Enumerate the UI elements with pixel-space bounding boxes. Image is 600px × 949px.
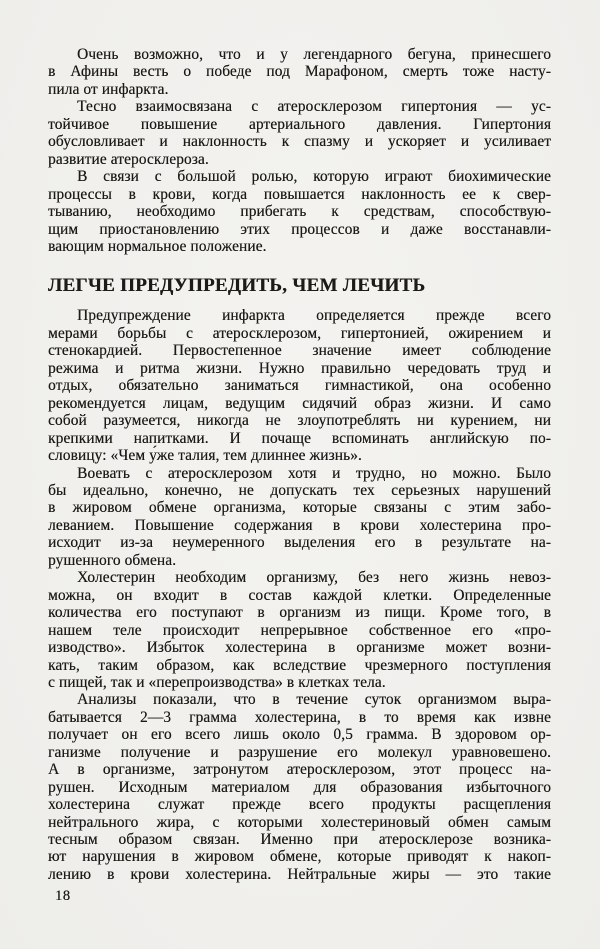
- text-line: щим приостановлению этих процессов и даже восстанавли-: [48, 220, 551, 238]
- text-block: [48, 46, 551, 905]
- text-line: исходит из-за неумеренного выделения его в результате на-: [48, 534, 551, 552]
- text-line: можна, он входит в состав каждой клетки. Определенные: [48, 586, 551, 604]
- text-line: рекомендуется лицам, ведущим сидячий образ жизни. И само: [48, 394, 551, 412]
- section-heading: ЛЕГЧЕ ПРЕДУПРЕДИТЬ, ЧЕМ ЛЕЧИТЬ: [48, 275, 426, 297]
- text-line: тесным образом связан. Именно при атеросклерозе возника-: [48, 831, 551, 849]
- text-line: изводство». Избыток холестерина в организме может возни-: [48, 639, 551, 657]
- text-line: ют нарушения в жировом обмене, которые приводят к накоп-: [48, 848, 551, 866]
- text-line: кать, таким образом, как вследствие чрезмерного поступления: [48, 656, 551, 674]
- text-line: Воевать с атеросклерозом хотя и трудно, но можно. Было: [77, 464, 551, 482]
- page-number: 18: [55, 888, 71, 905]
- text-line: Предупреждение инфаркта определяется прежде всего: [77, 307, 551, 325]
- text-line: А в организме, затронутом атеросклерозом, этот процесс на-: [48, 761, 551, 779]
- text-line: рушенного обмена.: [48, 551, 177, 569]
- text-line: батывается 2—3 грамма холестерина, в то время как извне: [48, 708, 551, 726]
- text-line: с пищей, так и «перепроизводства» в клетках тела.: [48, 673, 386, 691]
- text-line: режима и ритма жизни. Нужно правильно чередовать труд и: [48, 359, 551, 377]
- text-line: пила от инфаркта.: [48, 80, 169, 98]
- text-line: в жировом обмене организма, которые связаны с этим забо-: [48, 499, 551, 517]
- text-line: отдых, обязательно заниматься гимнастикой, она особенно: [48, 377, 551, 395]
- paragraph: [48, 569, 551, 691]
- text-line: Анализы показали, что в течение суток организмом выра-: [77, 691, 551, 709]
- text-line: крепкими напитками. И почаще вспоминать английскую по-: [48, 429, 551, 447]
- text-line: Очень возможно, что и у легендарного бегуна, принесшего: [77, 46, 551, 63]
- text-line: тыванию, необходимо прибегать к средствам, способствую-: [48, 203, 551, 221]
- text-line: вающим нормальное положение.: [48, 237, 267, 255]
- text-line: В связи с большой ролью, которую играют биохимические: [77, 168, 551, 186]
- text-line: тойчивое повышение артериального давления. Гипертония: [48, 115, 551, 133]
- text-line: бы идеально, конечно, не допускать тех серьезных нарушений: [48, 481, 551, 499]
- paragraph: [48, 168, 551, 255]
- text-line: Холестерин необходим организму, без него жизнь невоз-: [77, 569, 551, 587]
- paragraph: [48, 465, 551, 570]
- text-line: Тесно взаимосвязана с атеросклерозом гипертония — ус-: [77, 98, 551, 116]
- text-line: количества его поступают в организм из пищи. Кроме того, в: [48, 604, 551, 622]
- text-line: холестерина служат прежде всего продукты расщепления: [48, 796, 551, 814]
- text-line: мерами борьбы с атеросклерозом, гипертонией, ожирением и: [48, 324, 551, 342]
- text-line: нашем теле происходит непрерывное собственное его «про-: [48, 621, 551, 639]
- text-line: ганизме получение и разрушение его молекул уравновешено.: [48, 743, 551, 761]
- paragraph: [48, 46, 551, 98]
- text-line: леванием. Повышение содержания в крови холестерина про-: [48, 516, 551, 534]
- paragraph: [48, 691, 551, 883]
- text-line: стенокардией. Первостепенное значение имеет соблюдение: [48, 342, 551, 360]
- text-line: нейтрального жира, с которыми холестериновый обмен самым: [48, 813, 551, 831]
- text-line: получает он его всего лишь около 0,5 грамма. В здоровом ор-: [48, 726, 551, 744]
- text-line: лению в крови холестерина. Нейтральные жиры — это такие: [48, 865, 551, 883]
- text-line: развитие атеросклероза.: [48, 150, 209, 168]
- paragraph: [48, 307, 551, 464]
- text-line: процессы в крови, когда повышается наклонность ее к свер-: [48, 185, 551, 203]
- paragraph: [48, 98, 551, 168]
- text-line: рушен. Исходным материалом для образования избыточного: [48, 778, 551, 796]
- text-line: в Афины весть о победе под Марафоном, смерть тоже насту-: [48, 63, 551, 81]
- text-line: собой разумеется, никогда не злоупотреблять ни курением, ни: [48, 412, 551, 430]
- text-line: словицу: «Чем у́же талия, тем длиннее жизнь».: [48, 447, 362, 465]
- text-line: обусловливает и наклонность к спазму и ускоряет и усиливает: [48, 133, 551, 151]
